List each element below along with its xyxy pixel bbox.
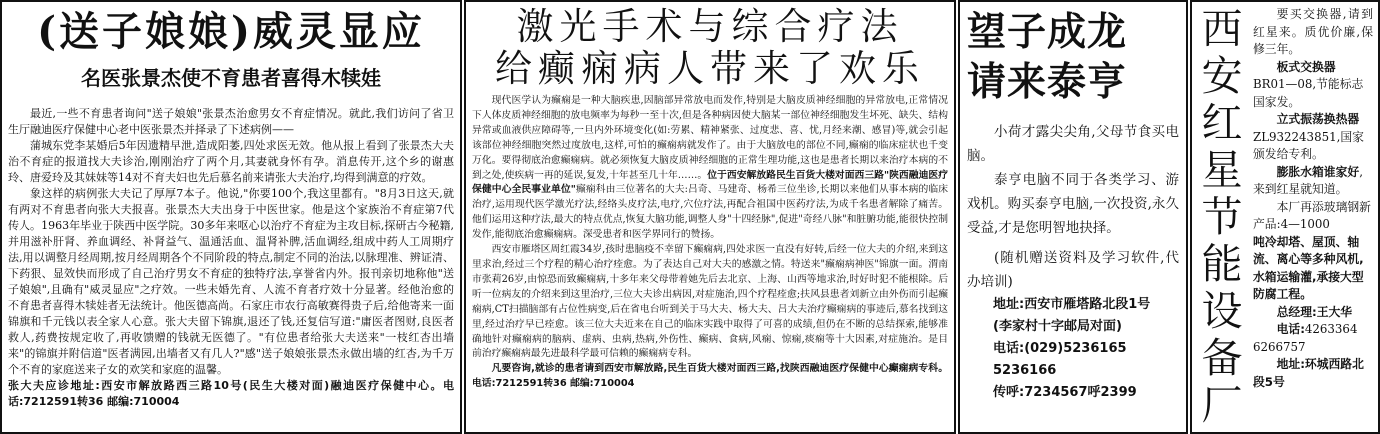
ad2-contact: 凡要咨询,就诊的患者请到西安市解放路,民生百货大楼对面西三路,找陕西融迪医疗保健中心癫痫病专科。电话:7212591转36 邮编:710004	[472, 363, 948, 390]
ad3-fax: 传呼:7234567呼2399	[993, 385, 1137, 400]
ad4-phone-label: 电话:	[1276, 322, 1305, 336]
ad-fertility-doctor	[0, 0, 462, 434]
ad2-body	[472, 94, 948, 392]
ad4-title-char: 能	[1201, 240, 1243, 288]
ad-taiheng-computer	[958, 0, 1188, 434]
ad2-para1-text: 现代医学认为癫痫是一种大脑疾患,因脑部异常放电而发作,特别是大脑皮质神经细胞的异常放电,正常情况下人体皮质神经细胞的放电频率为每秒一至十次,但是各种病因使大脑某一部位神经细胞发生坏死、缺失、结构异常或血液供应障碍等,一旦内外环境变化(如:劳累、精神紧张、过度悲、喜、忧,月经来潮、感冒)等,就会引起该部位神经细胞突然过度放电,这样,可怕的癫痫病就发作了。由于大脑放电的部位不同,癫痫的临床症状也千变万化。要得彻底治愈癫痫病。就必须恢复大脑皮质神经细胞的正常生理功能,这也是患者长期以来治疗本病的不到之处,使疾病一再的延误,复发,十年甚至几十年……。	[472, 95, 948, 181]
ad3-headline-line1: 望子成龙	[967, 10, 1128, 55]
ad4-product4-intro: 本厂再添玻璃钢新产品:4—1000	[1253, 199, 1371, 231]
ad4-product2-title: 立式振荡换热器	[1276, 112, 1360, 126]
ad1-paragraph: 最近,一些不育患者询问"送子娘娘"张景杰治愈男女不育症情况。就此,我们访问了省卫生厅融迪医疗保健中心老中医张景杰并择录了下述病例——	[8, 107, 454, 136]
ad3-headline-line2: 请来泰亨	[967, 60, 1128, 105]
ad4-manager: 总经理:王大华	[1276, 304, 1353, 319]
ad3-paragraph: 泰亨电脑不同于各类学习、游戏机。购买泰亨电脑,一次投资,永久受益,才是您明智地抉择。	[967, 172, 1179, 236]
ad4-product2-desc: ZL932243851,国家颁发给专利。	[1253, 129, 1364, 161]
ad4-body	[1247, 6, 1373, 428]
ad4-vertical-title	[1197, 6, 1247, 428]
ad2-headline-line2: 给癫痫病人带来了欢乐	[495, 47, 925, 90]
ad1-paragraph: 蒲城东党李某婚后5年因遗精早泄,造成阳萎,四处求医无效。他从报上看到了张景杰大夫治不育症的报道找大夫诊治,刚刚治疗了两个月,其妻就身怀有孕。消息传开,这个乡的谢惠玲、唐爱玲及其妹妹等14对不育夫妇也先后慕名前来请张大夫治疗,均得到满意的疗效。	[8, 139, 454, 184]
ad3-address-note: (李家村十字邮局对面)	[993, 319, 1122, 334]
ad2-para1-end: 癫痫科由三位著名的大夫:吕奇、马建奇、杨希三位坐诊,长期以来他们从事本病的临床治疗,运用现代医学激光疗法,经络头皮疗法,电疗,穴位疗法,再配合祖国中医药疗法,为成千名患者解除了痛苦。他们运用这种疗法,最大的特点优点,恢复大脑功能,调整人身"十四经脉",促进"奇经八脉"和脏腑功能,能很快控制发作,能彻底治愈癫痫病。深受患者和医学界同行的赞扬。	[472, 184, 949, 241]
ad1-paragraph: 象这样的病例张大夫记了厚厚7本子。他说,"你要100个,我这里都有。"8月3日这天,就有两对不育患者向张大夫报喜。张景杰大夫出身于中医世家。他是这个家族治不育症第7代传人。1963年毕业于陕西中医学院。30多年来呕心以治疗不育症为主攻目标,探研古今秘籍,并用滋补肝肾、养血调经、补肾益气、温通活血、温肾补脾,活血调经,组成中药人工周期疗法,用以调整月经周期,按月经周期各个不同阶段的特点,制定不同的治法,以脉理准、辨证清、下药狠、显效快而形成了自己治疗男女不育症的独特疗法,享誉省内外。报刊亲切地称他"送子娘娘",且确有"威灵显应"之疗效。一些未婚先育、人流不育者疗效十分显著。经他治愈的不育患者喜得木犊娃者无法统计。他医德高尚。石家庄市农行高敏赛得贵子后,给他寄来一面锦旗和千元钱以表全家人心意。张大夫留下锦旗,退还了钱,还复信写道:"庸医者图财,良医者救人,药费按规定收了,再收馈赠的钱就无医德了。"有位患者给张大夫送来"一枝红杏出墙来"的锦旗并附信道"医者满园,出墙者又有几人?"感"送子娘娘张景杰永做出墙的红杏,为千万个不育的家庭送来子女的欢笑和家庭的温馨。	[8, 187, 454, 376]
ad2-headline-line1: 激光手术与综合疗法	[516, 5, 904, 48]
ad3-paragraph: (随机赠送资料及学习软件,代办培训)	[967, 250, 1179, 290]
ad4-product4-list: 吨冷却塔、屋顶、轴流、离心等多种风机,水箱运输灌,承接大型防腐工程。	[1253, 234, 1364, 301]
ad4-product3-title: 膨胀水箱谁家好	[1276, 164, 1360, 179]
ad4-intro: 要买交换器,请到红星来。质优价廉,保修三年。	[1253, 7, 1373, 56]
ad4-title-char: 星	[1201, 146, 1243, 194]
ad2-para1-strong: 位于西安解放路民生百货大楼对面西三路"陕西融迪医疗保健中心全民事业单位"	[472, 169, 948, 196]
ad1-body	[8, 106, 454, 410]
ad2-paragraph: 西安市雁塔区周红霞34岁,孩时患脑疫不幸留下癫痫病,四处求医一直没有好转,后经一位大夫的介绍,来到这里求治,经过三个疗程的精心治疗痊愈。为了表达自己对大夫的感激之情。特送来"癫痫病神医"锦旗一面。渭南市张莉26岁,由惊恐而致癫痫病,十多年来父母带着她先后去北京、上海、山西等地求治,时好时犯不能根除。后听一位病友的介绍来到这里治疗,三位大夫诊出病因,对症施治,四个疗程痊愈;扶风县患者刘新立由外伤而引起癫痫病,CT扫描脑部有占位性病变,后在省电台听到关于马大夫、杨大夫、吕大夫治疗癫痫病的事迹后,慕名找到这里,经过治疗早已痊愈。该三位大夫近来在自己的临床实践中取得了可喜的成绩,但仍在不断的总结探索,能够准确地针对癫痫病的脑病、虚病、虫病,热病,外伤性、癫病、食病,风痫、惊痫,痰痫等十大因素,对症施治。是目前治疗癫痫病最先进最科学最可信赖的癫痫病专科。	[472, 244, 948, 360]
ad1-subheadline: 名医张景杰使不育患者喜得木犊娃	[81, 66, 381, 90]
ad4-title-char: 红	[1201, 99, 1243, 147]
ad4-product3	[1253, 164, 1373, 199]
ad1-headline: (送子娘娘)威灵显应	[37, 8, 425, 55]
ad4-title-char: 安	[1201, 52, 1243, 100]
ad4-phone: 4263364 6266757	[1253, 322, 1358, 354]
ad-epilepsy-clinic	[464, 0, 956, 434]
ad3-phone: 电话:(029)5236165 5236166	[993, 341, 1127, 378]
ad4-title-char: 备	[1201, 334, 1243, 382]
ad3-body	[967, 120, 1179, 404]
ad-hongxing-factory	[1190, 0, 1380, 434]
ad4-product1-desc: BR01—08,节能标志国家发。	[1253, 77, 1364, 109]
ad4-title-char: 西	[1201, 5, 1243, 53]
ad4-product3-desc: ,来到红星就知道。	[1253, 164, 1363, 196]
ad4-product1-title: 板式交换器	[1276, 59, 1336, 74]
ad4-title-char: 厂	[1201, 381, 1243, 429]
ad3-paragraph: 小荷才露尖尖角,父母节食买电脑。	[967, 124, 1179, 164]
ad4-title-char: 节	[1201, 193, 1243, 241]
ad1-contact: 张大夫应诊地址:西安市解放路西三路10号(民生大楼对面)融迪医疗保健中心。电话:7212591转36 邮编:710004	[8, 379, 454, 408]
ad4-phone-line	[1253, 321, 1373, 356]
ad2-paragraph	[472, 94, 948, 243]
ad4-address: 地址:环城西路北段5号	[1253, 357, 1364, 389]
ad4-title-char: 设	[1201, 287, 1243, 335]
ad3-address: 地址:西安市雁塔路北段1号	[993, 297, 1151, 312]
